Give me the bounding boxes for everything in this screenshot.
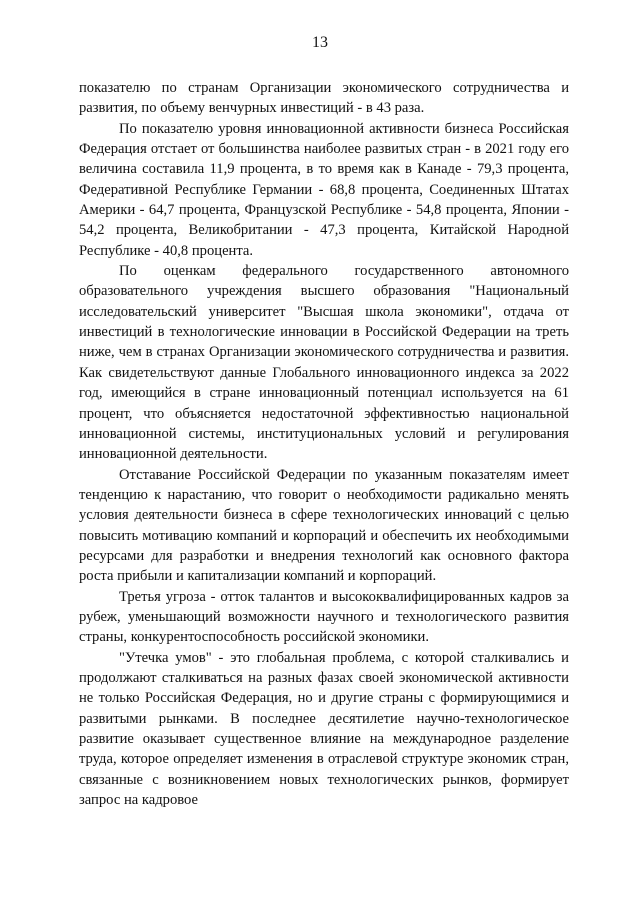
paragraph-hse-assessment: По оценкам федерального государственного автономного образовательного учреждения высшего образования "Национальный исследовательский университет "Высшая школа экономики", отдача от инвестиций в технологические инновации в Российской Федерации на треть ниже, чем в странах Организации экономического сотрудничества и развития. Как свидетельствуют данные Глобального инновационного индекса за 2022 год, имеющийся в стране инновационный потенциал используется на 61 процент, что объясняется недостаточной эффективностью национальной инновационной системы, институциональных условий и регулирования инновационной деятельности.	[79, 263, 569, 463]
paragraph-lag-trend: Отставание Российской Федерации по указанным показателям имеет тенденцию к нарастанию, что говорит о необходимости радикально менять условия деятельности бизнеса в сфере технологических инноваций с целью повысить мотивацию компаний и корпораций и обеспечить их необходимыми ресурсами для разработки и внедрения технологий как основного фактора роста прибыли и капитализации компаний и корпораций.	[79, 466, 569, 585]
paragraph-brain-drain: "Утечка умов" - это глобальная проблема, с которой сталкивались и продолжают сталкиваться на разных фазах своей экономической активности не только Российская Федерация, но и другие страны с формирующимися и развитыми рынками. В последнее десятилетие научно-технологическое развитие оказывает существенное влияние на международное разделение труда, которое определяет изменения в отраслевой структуре экономик стран, связанные с возникновением новых технологических рынков, формирует запрос на кадровое	[79, 649, 569, 809]
paragraph-venture-investment: показателю по странам Организации экономического сотрудничества и развития, по объему венчурных инвестиций - в 43 раза.	[79, 80, 569, 117]
paragraph-third-threat: Третья угроза - отток талантов и высококвалифицированных кадров за рубеж, уменьшающий возможности научного и технологического развития страны, конкурентоспособность российской экономики.	[79, 588, 569, 646]
page-number: 13	[312, 34, 328, 51]
document-body	[79, 78, 569, 810]
paragraph-innovation-activity: По показателю уровня инновационной активности бизнеса Российская Федерация отстает от большинства наиболее развитых стран - в 2021 году его величина составила 11,9 процента, в то время как в Канаде - 79,3 процента, Федеративной Республике Германии - 68,8 процента, Соединенных Штатах Америки - 64,7 процента, Французской Республике - 54,8 процента, Японии - 54,2 процента, Великобритании - 47,3 процента, Китайской Народной Республике - 40,8 процента.	[79, 120, 569, 259]
